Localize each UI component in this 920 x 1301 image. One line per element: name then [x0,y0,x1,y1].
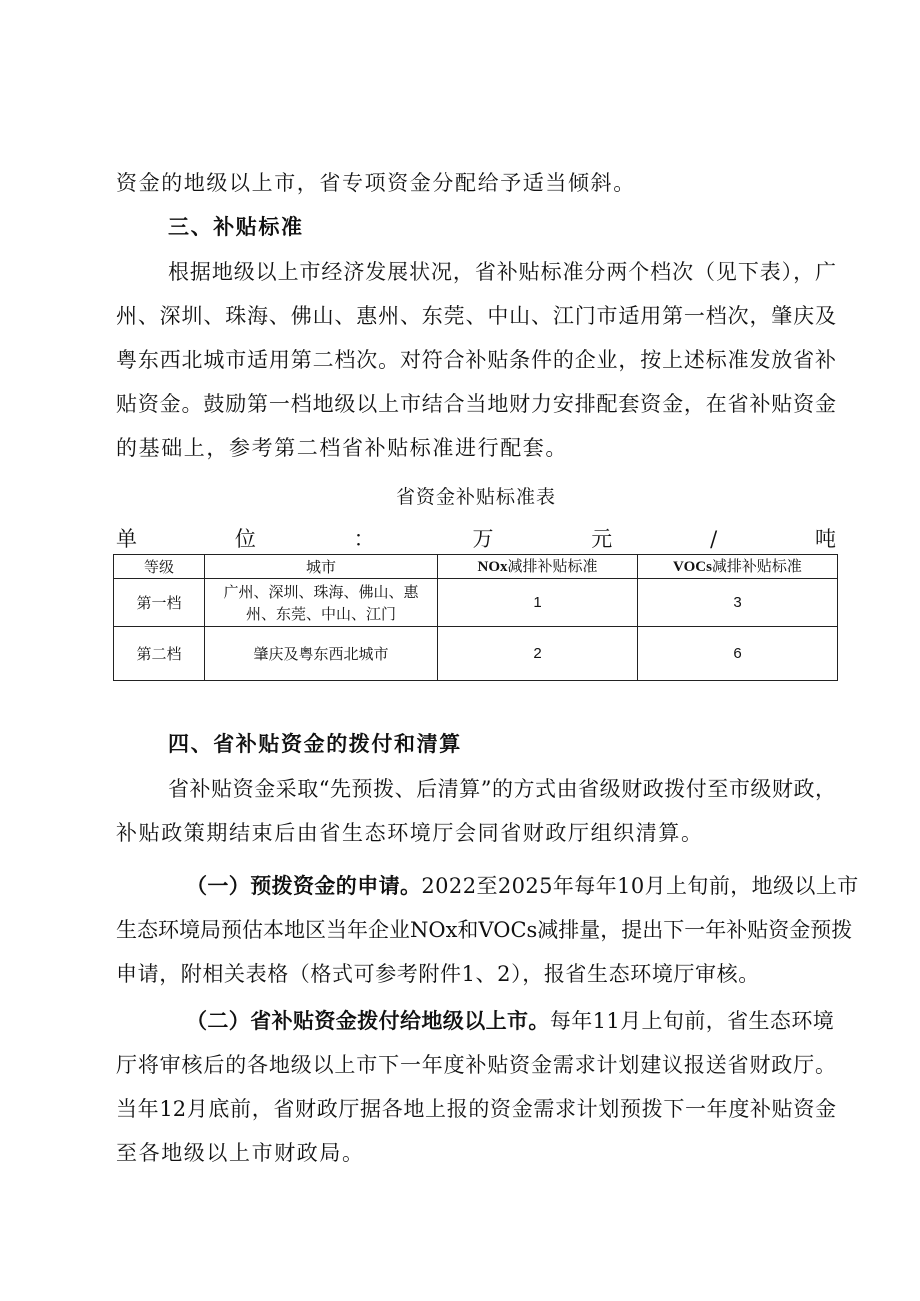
subsection-text: 2022至2025年每年10月上旬前，地级以上市 [421,874,859,898]
paragraph-line: 的基础上，参考第二档省补贴标准进行配套。 [116,436,568,460]
unit-char: 吨 [814,527,836,551]
subsection-text: 每年11月上旬前，省生态环境 [549,1009,835,1033]
paragraph-line [186,870,859,902]
paragraph-line: 省补贴资金采取“先预拨、后清算”的方式由省级财政拨付至市级财政， [168,777,836,801]
table-row [114,579,838,627]
subsidy-standard-table [113,554,838,681]
paragraph-line [186,1005,836,1037]
header-nox [438,555,638,579]
unit-char: 元 [591,527,613,551]
header-grade: 等级 [114,555,205,579]
header-nox-latin: NOx [477,559,508,575]
cell-nox: 1 [438,579,638,627]
header-city: 城市 [205,555,438,579]
unit-char: 万 [472,527,494,551]
cell-city [205,579,438,627]
cell-voc: 3 [638,579,838,627]
paragraph-line: 粤东西北城市适用第二档次。对符合补贴条件的企业，按上述标准发放省补 [116,348,836,372]
paragraph-line: 资金的地级以上市，省专项资金分配给予适当倾斜。 [116,171,636,195]
section-heading-4: 四、省补贴资金的拨付和清算 [168,731,462,756]
header-voc [638,555,838,579]
paragraph-line: 根据地级以上市经济发展状况，省补贴标准分两个档次（见下表），广 [168,260,836,284]
cell-grade: 第二档 [114,627,205,681]
table-unit-row [116,524,836,554]
header-voc-latin: VOCs [673,559,712,575]
subsection-title-2: （二）省补贴资金拨付给地级以上市。 [186,1008,550,1033]
table-title: 省资金补贴标准表 [395,486,556,508]
table-header-row [114,555,838,579]
paragraph-line: 当年12月底前，省财政厅据各地上报的资金需求计划预拨下一年度补贴资金 [116,1097,836,1121]
paragraph-line: 厅将审核后的各地级以上市下一年度补贴资金需求计划建议报送省财政厅。 [116,1053,836,1077]
cell-city-line: 州、东莞、中山、江门 [245,604,396,623]
paragraph-line: 申请，附相关表格（格式可参考附件1、2），报省生态环境厅审核。 [116,962,760,986]
cell-city-line: 广州、深圳、珠海、佛山、惠 [223,582,419,601]
paragraph-line: 补贴政策期结束后由省生态环境厅会同省财政厅组织清算。 [116,821,704,845]
unit-char: 单 [116,527,137,551]
table-row [114,627,838,681]
unit-char: 位 [234,527,256,551]
cell-grade: 第一档 [114,579,205,627]
paragraph-line: 生态环境局预估本地区当年企业NOx和VOCs减排量，提出下一年补贴资金预拨 [116,918,853,942]
unit-char: / [710,527,718,551]
header-voc-text: 减排补贴标准 [711,557,802,575]
subsection-title-1: （一）预拨资金的申请。 [186,873,422,898]
paragraph-line: 至各地级以上市财政局。 [116,1141,365,1165]
cell-nox: 2 [438,627,638,681]
paragraph-line: 州、深圳、珠海、佛山、惠州、东莞、中山、江门市适用第一档次，肇庆及 [116,304,836,328]
section-heading-3: 三、补贴标准 [168,214,304,239]
header-nox-text: 减排补贴标准 [507,557,598,575]
cell-city: 肇庆及粤东西北城市 [205,627,438,681]
paragraph-line: 贴资金。鼓励第一档地级以上市结合当地财力安排配套资金，在省补贴资金 [116,392,836,416]
cell-voc: 6 [638,627,838,681]
unit-char: ： [353,527,375,551]
